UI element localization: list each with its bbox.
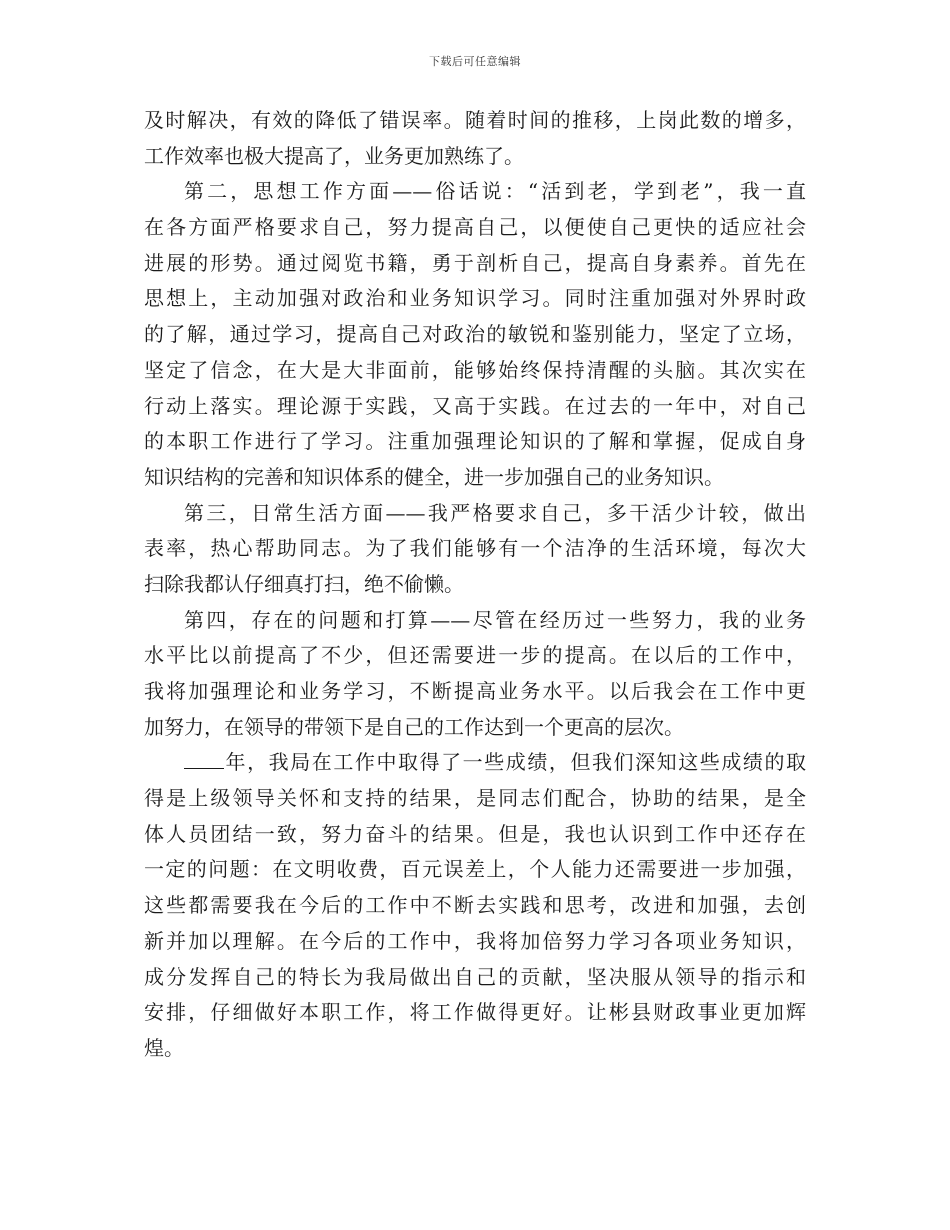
text-line: 进展的形势。通过阅览书籍，勇于剖析自己，提高自身素养。首先在 [144,250,806,275]
paragraph [144,496,806,603]
text-line: 坚定了信念，在大是大非面前，能够始终保持清醒的头脑。其次实在 [144,357,806,382]
text-line: 第四，存在的问题和打算——尽管在经历过一些努力，我的业务 [184,607,806,632]
text-line: 新并加以理解。在今后的工作中，我将加倍努力学习各项业务知识， [144,928,806,953]
text-line: 水平比以前提高了不少，但还需要进一步的提高。在以后的工作中， [144,643,806,668]
text-line: 体人员团结一致，努力奋斗的结果。但是，我也认识到工作中还存在 [144,821,806,846]
paragraph [144,603,806,746]
text-line: 知识结构的完善和知识体系的健全，进一步加强自己的业务知识。 [144,464,724,489]
text-line: 第三，日常生活方面——我严格要求自己，多干活少计较，做出 [184,500,806,525]
text-line: 扫除我都认仔细真打扫，绝不偷懒。 [144,571,464,596]
text-line: 工作效率也极大提高了，业务更加熟练了。 [144,143,524,168]
document-body [144,103,806,1067]
text-line: 思想上，主动加强对政治和业务知识学习。同时注重加强对外界时政 [144,286,806,311]
text-line: 的本职工作进行了学习。注重加强理论知识的了解和掌握，促成自身 [144,429,806,454]
page-header-note: 下载后可任意编辑 [429,55,521,68]
paragraph [144,103,806,174]
text-line: 的了解，通过学习，提高自己对政治的敏锐和鉴别能力，坚定了立场， [144,322,806,347]
text-line: 得是上级领导关怀和支持的结果，是同志们配合，协助的结果，是全 [144,786,806,811]
text-line-content: 年，我局在工作中取得了一些成绩，但我们深知这些成绩的取 [224,750,806,775]
paragraph [144,745,806,1066]
text-line: 安排，仔细做好本职工作，将工作做得更好。让彬县财政事业更加辉 [144,1000,806,1025]
text-line: 加努力，在领导的带领下是自己的工作达到一个更高的层次。 [144,714,684,739]
text-line: 这些都需要我在今后的工作中不断去实践和思考，改进和加强，去创 [144,893,806,918]
text-line [144,745,806,781]
text-line: 成分发挥自己的特长为我局做出自己的贡献，坚决服从领导的指示和 [144,964,806,989]
paragraph [144,174,806,495]
text-line: 行动上落实。理论源于实践，又高于实践。在过去的一年中，对自己 [144,393,806,418]
text-line: 在各方面严格要求自己，努力提高自己，以便使自己更快的适应社会 [144,215,806,240]
text-line: 及时解决，有效的降低了错误率。随着时间的推移，上岗此数的增多， [144,108,806,132]
year-blank [184,750,224,769]
text-line: 一定的问题：在文明收费，百元误差上，个人能力还需要进一步加强， [144,857,806,882]
text-line: 我将加强理论和业务学习，不断提高业务水平。以后我会在工作中更 [144,679,806,703]
text-line: 表率，热心帮助同志。为了我们能够有一个洁净的生活环境，每次大 [144,536,806,561]
text-line: 煌。 [144,1035,184,1060]
text-line: 第二，思想工作方面——俗话说：“活到老，学到老”，我一直 [184,179,806,204]
